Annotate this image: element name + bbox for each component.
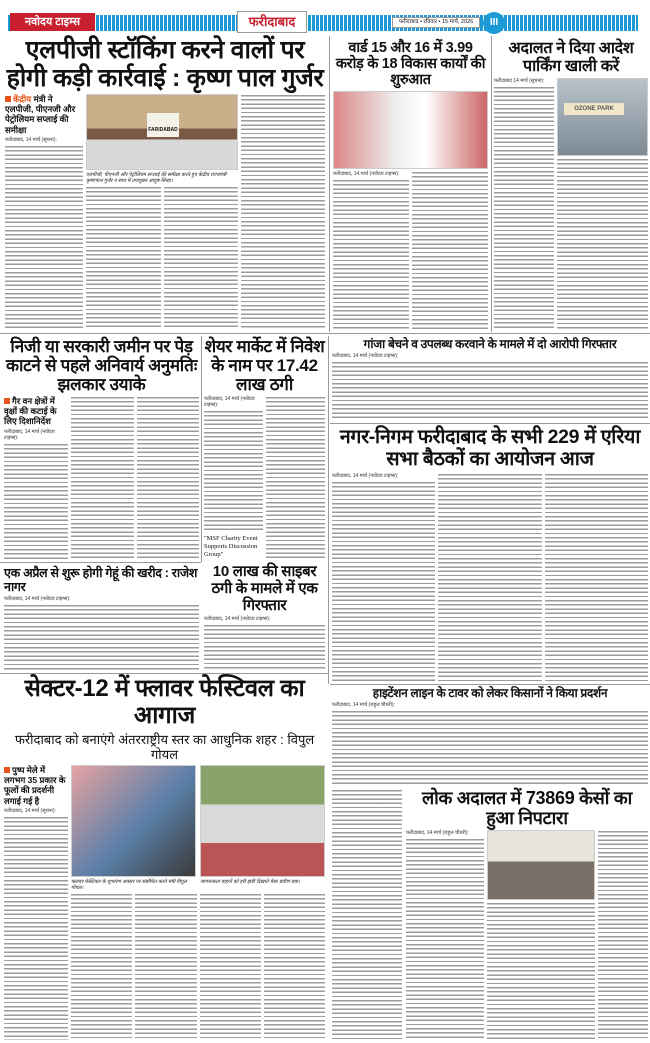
story-nagar bbox=[332, 427, 648, 681]
story-flower bbox=[4, 676, 325, 1040]
body-cyber bbox=[204, 624, 325, 670]
masthead-stripe-band bbox=[8, 15, 638, 31]
body-nagar-3 bbox=[545, 473, 648, 681]
headline-wheat: एक अप्रैल से शुरू होगी गेहूं की खरीद : राजेश नागर bbox=[4, 566, 198, 594]
body-lokadalat-1 bbox=[406, 838, 484, 1039]
headline-court: अदालत ने दिया आदेश पार्किंग खाली करें bbox=[508, 40, 634, 75]
photo-lokadalat bbox=[487, 830, 595, 900]
body-wheat bbox=[4, 604, 199, 670]
kicker-lpg bbox=[5, 94, 83, 135]
photo-ward bbox=[333, 91, 488, 169]
body-lokadalat-3 bbox=[598, 830, 648, 1039]
caption-flower-1: फ्लावर फेस्टिवल के शुभारंभ अवसर पर संबोधित करते मंत्री विपुल गोयल। bbox=[71, 878, 187, 891]
dateline-ward: फरीदाबाद, 14 मार्च (नवोदय टाइम्स): bbox=[333, 170, 400, 177]
body-ward-1 bbox=[333, 179, 409, 330]
photo-sign: OZONE PARK bbox=[564, 103, 624, 115]
story-trees bbox=[4, 337, 199, 559]
kicker-flower: पुष्प मेले में लगभग 35 प्रकार के फूलों की प्रदर्शनी लगाई गई है bbox=[4, 764, 66, 806]
headline-lokadalat: लोक अदालत में 73869 केसों का हुआ निपटारा bbox=[421, 788, 633, 829]
story-ganja bbox=[332, 338, 648, 420]
photo-flower-speech bbox=[71, 765, 196, 877]
headline-tower: हाइटेंशन लाइन के टावर को लेकर किसानों ने किया प्रदर्शन bbox=[372, 686, 608, 700]
body-trees-2 bbox=[71, 396, 134, 559]
body-tower bbox=[332, 710, 648, 785]
body-ward-2 bbox=[412, 171, 488, 330]
edition-label: फरीदाबाद bbox=[237, 11, 307, 33]
dateline-flower: फरीदाबाद, 14 मार्च (सूचना): bbox=[4, 807, 56, 814]
dateline-tower: फरीदाबाद, 14 मार्च (राहुल चौधरी): bbox=[332, 702, 395, 709]
body-nagar-1 bbox=[332, 481, 435, 681]
dateline-lokadalat: फरीदाबाद, 14 मार्च (राहुल चौधरी): bbox=[406, 830, 469, 837]
share-quote: "MSF Charity Event Supports Discussion Group" bbox=[204, 535, 258, 558]
kicker-trees: गैर वन क्षेत्रों में वृक्षों की कटाई के लिए दिशानिर्देश bbox=[4, 396, 57, 427]
caption-lpg: एलपीजी, पीएनजी और पेट्रोलियम सप्लाई की समीक्षा करते हुए केंद्रीय राज्यमंत्री कृष्णपाल गुर्जर व साथ में उपायुक्त आयुष सिन्हा। bbox=[86, 172, 227, 184]
dateline-lpg: फरीदाबाद, 14 मार्च (सूचना): bbox=[5, 136, 57, 143]
story-ward bbox=[333, 40, 488, 330]
body-lpg-1 bbox=[5, 145, 83, 330]
date-line: फरीदाबाद • रविवार • 15 मार्च, 2026 bbox=[392, 17, 480, 28]
body-court-2 bbox=[557, 158, 648, 330]
dateline-cyber: फरीदाबाद, 14 मार्च (नवोदय टाइम्स): bbox=[204, 616, 271, 623]
body-flower-1 bbox=[4, 816, 68, 1040]
story-share bbox=[204, 337, 325, 559]
dateline-wheat: फरीदाबाद, 14 मार्च (नवोदय टाइम्स): bbox=[4, 596, 71, 602]
body-nagar-2 bbox=[438, 473, 541, 681]
body-trees-1 bbox=[4, 443, 68, 559]
body-lpg-2 bbox=[86, 186, 161, 330]
body-ganja bbox=[332, 361, 648, 420]
caption-flower-2: जागरूकता वाहनों को हरी झंडी दिखाते मेयर प्रवीण बत्रा। bbox=[200, 878, 300, 885]
story-wheat bbox=[4, 566, 199, 670]
kicker-text: मंत्री ने एलपीजी, पीएनजी और पेट्रोलियम सप्लाई की समीक्षा bbox=[5, 94, 76, 135]
headline-ward: वार्ड 15 और 16 में 3.99 करोड़ के 18 विकास कार्यों की शुरुआत bbox=[335, 40, 486, 89]
story-cyber bbox=[204, 564, 325, 670]
body-flower-4 bbox=[200, 893, 261, 1040]
headline-ganja: गांजा बेचने व उपलब्ध करवाने के मामले में दो आरोपी गिरफ्तार bbox=[363, 337, 617, 351]
story-tower bbox=[332, 687, 648, 785]
headline-flower: सेक्टर-12 में फ्लावर फेस्टिवल का आगाज bbox=[24, 675, 305, 729]
story-lokadalat bbox=[406, 788, 648, 1039]
dateline-trees: फरीदाबाद, 14 मार्च (नवोदय टाइम्स): bbox=[4, 428, 55, 441]
body-flower-3 bbox=[135, 893, 196, 1040]
body-lpg-4 bbox=[241, 94, 325, 330]
headline-trees: निजी या सरकारी जमीन पर पेड़ काटने से पहले अनिवार्य अनुमतिः झलकार उयाके bbox=[5, 337, 197, 395]
headline-nagar: नगर-निगम फरीदाबाद के सभी 229 में एरिया सभा बैठकों का आयोजन आज bbox=[339, 426, 641, 470]
photo-flower-flagoff bbox=[200, 765, 325, 877]
brand-logo: नवोदय टाइम्स bbox=[10, 13, 95, 31]
headline-lpg: एलपीजी स्टॉकिंग करने वालों पर होगी कड़ी कार्रवाई : कृष्ण पाल गुर्जर bbox=[6, 36, 324, 92]
dateline-share: फरीदाबाद, 14 मार्च (नवोदय टाइम्स): bbox=[204, 396, 255, 409]
body-lpg-3 bbox=[164, 186, 239, 330]
kicker-accent: केंद्रीय bbox=[13, 94, 32, 104]
photo-sign: FARIDABAD bbox=[147, 113, 179, 137]
page-marker: III bbox=[483, 12, 505, 34]
masthead bbox=[0, 0, 650, 34]
body-share-1 bbox=[204, 410, 263, 533]
body-flower-5 bbox=[264, 893, 325, 1040]
story-court bbox=[494, 40, 648, 330]
dateline-court: फरीदाबाद 14 मार्च (सूचना): bbox=[494, 77, 545, 84]
body-court-1 bbox=[494, 86, 554, 330]
body-share-2 bbox=[266, 396, 325, 559]
dateline-ganja: फरीदाबाद, 14 मार्च (नवोदय टाइम्स): bbox=[332, 353, 399, 360]
photo-ozone-park bbox=[557, 78, 648, 156]
story-lokadalat-left bbox=[332, 789, 402, 1039]
photo-lpg-meeting bbox=[86, 94, 238, 170]
body-lokadalat-left bbox=[332, 789, 402, 1039]
subhead-flower: फरीदाबाद को बनाएंगे अंतरराष्ट्रीय स्तर का आधुनिक शहर : विपुल गोयल bbox=[14, 731, 315, 763]
dateline-nagar: फरीदाबाद, 14 मार्च (नवोदय टाइम्स): bbox=[332, 472, 399, 479]
story-lpg bbox=[5, 36, 325, 330]
body-trees-3 bbox=[137, 396, 200, 559]
body-lokadalat-2 bbox=[487, 902, 595, 1039]
body-flower-2 bbox=[71, 893, 132, 1040]
headline-cyber: 10 लाख की साइबर ठगी के मामले में एक गिरफ्तार bbox=[211, 563, 318, 614]
headline-share: शेयर मार्केट में निवेश के नाम पर 17.42 लाख ठगी bbox=[204, 337, 325, 395]
